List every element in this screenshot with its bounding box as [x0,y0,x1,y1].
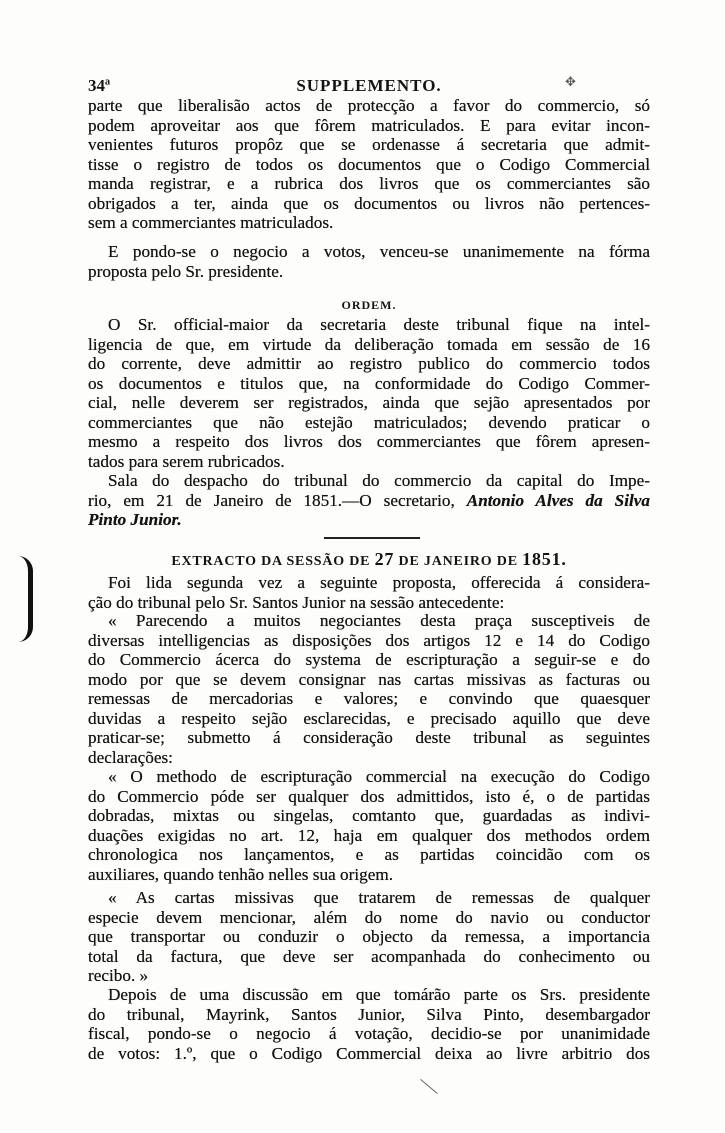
text-line: remessas de mercadorias e valores; e convindo que quaesquer [88,689,650,708]
text-line: venientes futuros propôz que se ordenasse á secretaria que admit- [88,135,650,154]
paragraph-signoff [88,471,650,530]
text-line: do Commercio póde ser qualquer dos admittidos, isto é, o de partidas [88,786,650,806]
text-line: tisse o registro de todos os documentos que o Codigo Commercial [88,154,650,174]
text-line: parte que liberalisão actos de protecção a favor do commercio, só [88,96,650,115]
heading-text: DE JANEIRO DE [398,554,518,569]
text-line: de votos: 1.º, que o Codigo Commercial deixa ao livre arbitrio dos [88,1043,650,1063]
heading-year: 1851. [522,549,567,569]
text-line: fiscal, pondo-se o negocio á votação, decidio-se por unanimidade [88,1024,650,1043]
text-line: « As cartas missivas que tratarem de remessas de qualquer [108,888,650,907]
signature-name-cont: Pinto Junior. [88,510,182,529]
text-line: que transportar ou conduzir o objecto da remessa, a importancia [88,927,650,946]
section-divider [324,537,420,539]
text-line: Depois de uma discussão em que tomárão parte os Srs. presidente [108,985,650,1004]
text-line: auxiliares, quando tenhão nelles sua origem. [88,864,393,884]
text-line: diversas intelligencias as disposições dos artigos 12 e 14 do Codigo [88,630,650,650]
text-line: do tribunal, Mayrink, Santos Junior, Silva Pinto, desembargador [88,1004,650,1024]
text-line: cial, nelle deverem ser registrados, ainda que sejão apresentados por [88,393,650,412]
text-line: E pondo-se o negocio a votos, venceu-se unanimemente na fórma [108,242,650,261]
text-line: sem a commerciantes matriculados. [88,213,334,232]
scan-stray-mark [420,1079,437,1094]
paragraph [88,888,650,986]
text-line: podem aproveitar aos que fôrem matriculados. E para evitar incon- [88,115,650,135]
text-line: « Parecendo a muitos negociantes desta praça susceptiveis de [108,611,650,630]
text-line: Sala do despacho do tribunal do commercio da capital do Impe- [108,471,650,490]
paragraph [88,767,650,884]
text-line: chronologica nos lançamentos, e as partidas coincidão com os [88,845,650,864]
text-line: « O methodo de escripturação commercial na execução do Codigo [108,767,650,786]
text-line: declarações: [88,747,173,767]
page-number: 34ª [88,76,111,95]
running-title: SUPPLEMENTO. [296,76,442,95]
paragraph [88,315,650,471]
text-line: commerciantes que não estejão matriculados; devendo praticar o [88,412,650,432]
heading-day: 27 [374,549,395,569]
text-line: manda registrar, e a rubrica dos livros que os commerciantes são [88,174,650,193]
text-line: mesmo a respeito dos livros dos commerciantes que fôrem apresen- [88,432,650,451]
paragraph [88,573,650,612]
text-line: duações exigidas no art. 12, haja em qualquer dos methodos ordem [88,825,650,845]
text-line: O Sr. official-maior da secretaria deste tribunal fique na intel- [108,315,650,334]
signature-name: Antonio Alves da Silva [466,490,651,510]
text-line: recibo. » [88,966,149,985]
text-line: modo por que se devem consignar nas cartas missivas as facturas ou [88,669,650,689]
section-heading-extracto [88,549,650,570]
text-line: os documentos e titulos que, na conformidade do Codigo Commer- [88,373,650,393]
text-line: proposta pelo Sr. presidente. [88,261,284,281]
text-line: dobradas, mixtas ou singelas, comtanto que, guardadas as indivi- [88,806,650,825]
paragraph [88,985,650,1063]
paragraph [88,611,650,767]
text-line: do corrente, deve admittir ao registro publico do commercio todos [88,354,650,373]
text-line: Foi lida segunda vez a seguinte proposta, offerecida á considera- [108,573,650,592]
text-line: ção do tribunal pelo Sr. Santos Junior na sessão antecedente: [88,592,505,612]
text-line: total da factura, que deve ser acompanhada do conhecimento ou [88,946,650,966]
ornament-icon: ✥ [565,74,576,89]
text-line: ligencia de que, em virtude da deliberação tomada em sessão de 16 [88,334,650,354]
text-line: especie devem mencionar, além do nome do navio ou conductor [88,907,650,927]
section-heading-ordem: ORDEM. [341,298,397,312]
text-line: tados para serem rubricados. [88,451,285,471]
paragraph [88,96,650,233]
text-line: praticar-se; submetto á consideração deste tribunal as seguintes [88,728,650,747]
text-line: rio, em 21 de Janeiro de 1851.—O secretario, [88,490,455,510]
scan-edge-mark [18,556,33,642]
text-line: do Commercio ácerca do systema de escripturação a seguir-se e do [88,650,650,669]
heading-text: EXTRACTO DA SESSÃO DE [171,554,371,569]
page-header [88,76,650,96]
text-line: duvidas a respeito sejão esclarecidas, e precisado aquillo que deve [88,708,650,728]
paragraph [88,242,650,281]
text-line: obrigados a ter, ainda que os documentos ou livros não pertences- [88,193,650,213]
